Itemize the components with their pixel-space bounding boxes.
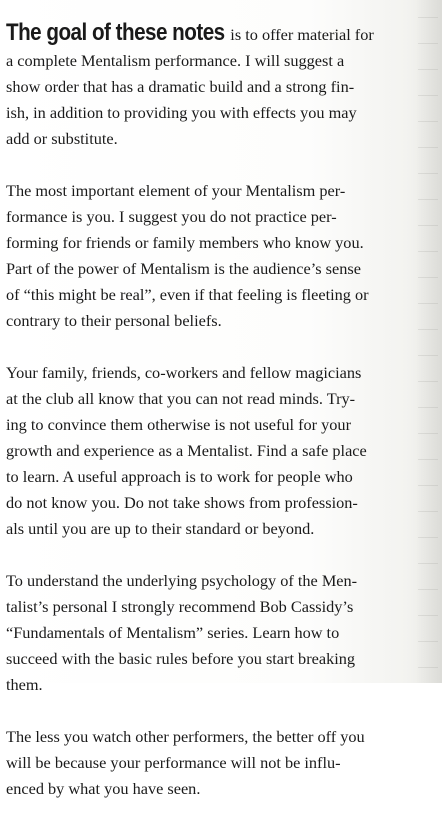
- paragraph-4-line-3: “Fundamentals of Mentalism” series. Learn how to: [6, 623, 340, 642]
- paragraph-5-line-2: will be because your performance will not be influ-: [6, 753, 341, 772]
- paragraph-4: [6, 568, 418, 698]
- paragraph-1-line-1-text: is to offer material for: [226, 25, 374, 44]
- paragraph-4-line-4: succeed with the basic rules before you start breaking: [6, 649, 356, 668]
- paragraph-3-line-6: do not know you. Do not take shows from profession-: [6, 493, 358, 512]
- paragraph-2-line-4: Part of the power of Mentalism is the audience’s sense: [6, 259, 361, 278]
- paragraph-1-line-4: ish, in addition to providing you with effects you may: [6, 103, 357, 122]
- paragraph-3-line-2: at the club all know that you can not read minds. Try-: [6, 389, 356, 408]
- bleed-through-text: [418, 0, 438, 683]
- paragraph-3-line-3: ing to convince them otherwise is not useful for your: [6, 415, 351, 434]
- paragraph-4-line-5: them.: [6, 675, 43, 694]
- paragraph-4-line-2: talist’s personal I strongly recommend Bob Cassidy’s: [6, 597, 354, 616]
- paragraph-1-line-2: a complete Mentalism performance. I will suggest a: [6, 51, 345, 70]
- lead-heading: The goal of these notes: [6, 19, 225, 46]
- paragraph-1-line-5: add or substitute.: [6, 129, 118, 148]
- paragraph-1-line-1: [6, 20, 418, 48]
- paragraph-4-line-1: To understand the underlying psychology of the Men-: [6, 571, 358, 590]
- paragraph-3-line-7: als until you are up to their standard or beyond.: [6, 519, 315, 538]
- paragraph-2-line-2: formance is you. I suggest you do not practice per-: [6, 207, 337, 226]
- paragraph-2: [6, 178, 418, 334]
- paragraph-2-line-5: of “this might be real”, even if that feeling is fleeting or: [6, 285, 369, 304]
- paragraph-2-line-6: contrary to their personal beliefs.: [6, 311, 222, 330]
- notes-body: [6, 20, 418, 828]
- paragraph-5-line-1: The less you watch other performers, the better off you: [6, 727, 365, 746]
- paragraph-1-line-3: show order that has a dramatic build and a strong fin-: [6, 77, 355, 96]
- paragraph-3-line-1: Your family, friends, co-workers and fellow magicians: [6, 363, 362, 382]
- paragraph-2-line-1: The most important element of your Mentalism per-: [6, 181, 346, 200]
- paragraph-1: [6, 20, 418, 152]
- paragraph-5-line-3: enced by what you have seen.: [6, 779, 201, 798]
- paragraph-3-line-5: to learn. A useful approach is to work for people who: [6, 467, 353, 486]
- paragraph-5: [6, 724, 418, 802]
- paragraph-3: [6, 360, 418, 542]
- paragraph-2-line-3: forming for friends or family members who know you.: [6, 233, 364, 252]
- paragraph-3-line-4: growth and experience as a Mentalist. Find a safe place: [6, 441, 367, 460]
